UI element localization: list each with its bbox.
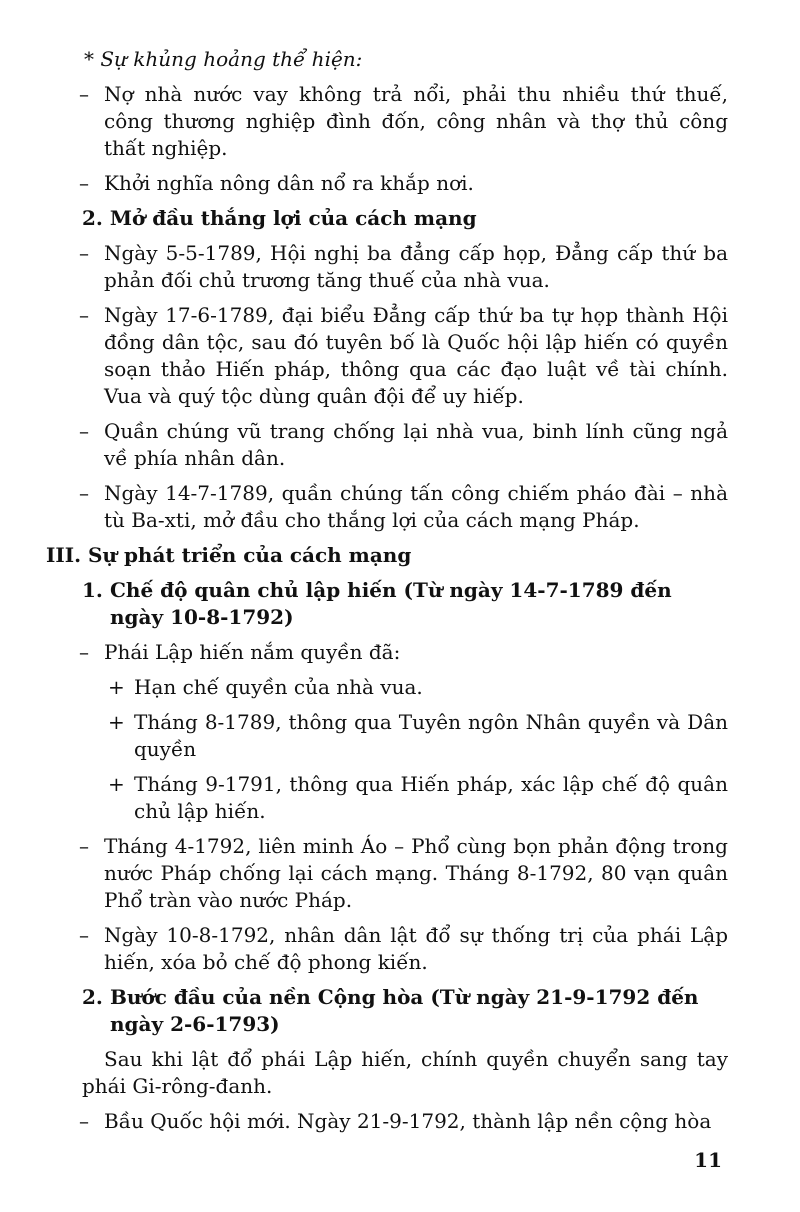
list-item-text: Tháng 4-1792, liên minh Áo – Phổ cùng bọn phản động trong nước Pháp chống lại cách mạng. Tháng 8-1792, 80 vạn quân Phổ tràn vào nước Pháp.: [104, 834, 728, 912]
list-item: [0, 81, 800, 162]
list-item-text: Khởi nghĩa nông dân nổ ra khắp nơi.: [104, 171, 474, 195]
list-item-text: Quần chúng vũ trang chống lại nhà vua, binh lính cũng ngả về phía nhân dân.: [104, 419, 728, 470]
list-item-text: Ngày 17-6-1789, đại biểu Đẳng cấp thứ ba tự họp thành Hội đồng dân tộc, sau đó tuyên bố là Quốc hội lập hiến có quyền soạn thảo Hiến pháp, thông qua các đạo luật về tài chính. Vua và quý tộc dùng quân đội để uy hiếp.: [104, 303, 728, 408]
list-item: [0, 302, 800, 410]
subsection-title: Bước đầu của nền Cộng hòa (Từ ngày 21-9-1792 đến ngày 2-6-1793): [110, 985, 699, 1036]
dash-bullet: –: [79, 171, 89, 195]
subsection-heading: [0, 984, 800, 1038]
paragraph: Sau khi lật đổ phái Lập hiến, chính quyền chuyển sang tay phái Gi-rông-đanh.: [82, 1047, 728, 1098]
list-item: [0, 639, 800, 666]
list-item: [0, 1108, 800, 1135]
dash-bullet: –: [79, 303, 89, 327]
sub-list-item-text: Hạn chế quyền của nhà vua.: [134, 675, 423, 699]
subsection-title: Chế độ quân chủ lập hiến (Từ ngày 14-7-1789 đến ngày 10-8-1792): [110, 578, 672, 629]
page-content: [0, 46, 800, 1143]
sub-list-item-text: Tháng 8-1789, thông qua Tuyên ngôn Nhân quyền và Dân quyền: [134, 710, 728, 761]
dash-bullet: –: [79, 241, 89, 265]
chapter-heading: III. Sự phát triển của cách mạng: [46, 543, 412, 567]
list-item-text: Phái Lập hiến nắm quyền đã:: [104, 640, 401, 664]
list-item: [0, 922, 800, 976]
dash-bullet: –: [79, 640, 89, 664]
list-item: [0, 418, 800, 472]
subsection-heading: [0, 577, 800, 631]
plus-bullet: +: [108, 710, 125, 734]
list-item: [0, 480, 800, 534]
plus-bullet: +: [108, 772, 125, 796]
section-heading: 2. Mở đầu thắng lợi của cách mạng: [82, 206, 477, 230]
list-item: [0, 240, 800, 294]
subsection-number: 1.: [82, 578, 103, 602]
dash-bullet: –: [79, 1109, 89, 1133]
subsection-number: 2.: [82, 985, 103, 1009]
sub-list-item: [0, 674, 800, 701]
list-item-text: Ngày 14-7-1789, quần chúng tấn công chiếm pháo đài – nhà tù Ba-xti, mở đầu cho thắng lợi của cách mạng Pháp.: [104, 481, 728, 532]
list-item-text: Bầu Quốc hội mới. Ngày 21-9-1792, thành lập nền cộng hòa: [104, 1109, 712, 1133]
dash-bullet: –: [79, 834, 89, 858]
crisis-intro: * Sự khủng hoảng thể hiện:: [84, 47, 363, 71]
plus-bullet: +: [108, 675, 125, 699]
list-item: [0, 833, 800, 914]
dash-bullet: –: [79, 82, 89, 106]
list-item: [0, 170, 800, 197]
sub-list-item: [0, 709, 800, 763]
page-number: 11: [694, 1148, 722, 1172]
sub-list-item-text: Tháng 9-1791, thông qua Hiến pháp, xác lập chế độ quân chủ lập hiến.: [134, 772, 728, 823]
list-item-text: Nợ nhà nước vay không trả nổi, phải thu nhiều thứ thuế, công thương nghiệp đình đốn, công nhân và thợ thủ công thất nghiệp.: [104, 82, 728, 160]
list-item-text: Ngày 10-8-1792, nhân dân lật đổ sự thống trị của phái Lập hiến, xóa bỏ chế độ phong kiến.: [104, 923, 728, 974]
dash-bullet: –: [79, 419, 89, 443]
dash-bullet: –: [79, 481, 89, 505]
dash-bullet: –: [79, 923, 89, 947]
sub-list-item: [0, 771, 800, 825]
list-item-text: Ngày 5-5-1789, Hội nghị ba đẳng cấp họp, Đẳng cấp thứ ba phản đối chủ trương tăng thuế của nhà vua.: [104, 241, 728, 292]
